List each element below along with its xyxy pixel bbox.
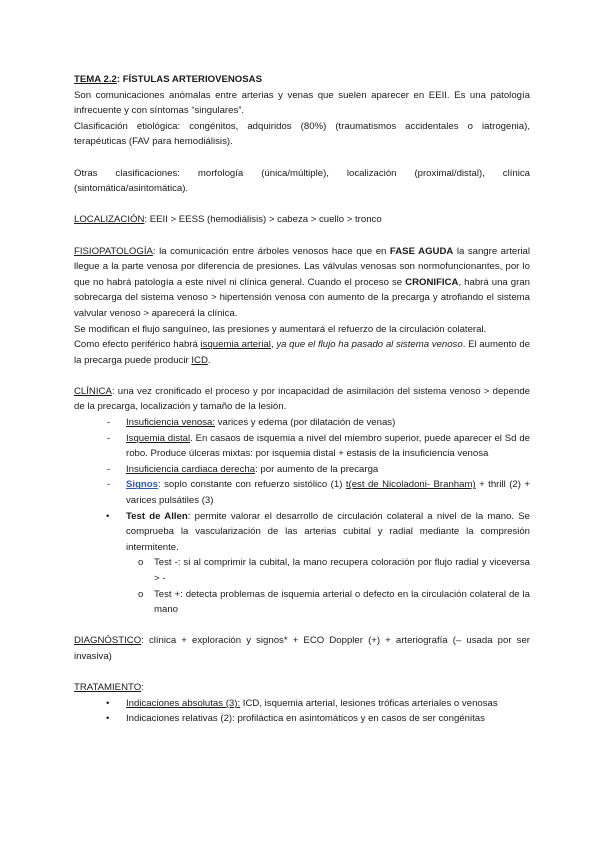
fisiopatologia-paragraph-3 (74, 337, 530, 368)
localizacion-text: : EEII > EESS (hemodiálisis) > cabeza > cuello > tronco (144, 214, 382, 226)
icd-term: ICD (191, 354, 208, 366)
diagnostico-section (74, 633, 530, 664)
isquemia-arterial-term: isquemia arterial (200, 339, 271, 351)
clinica-intro (74, 384, 530, 415)
nicoladoni-test-term: t(est de Nicoladoni- Branham) (345, 479, 476, 491)
clinica-item-text: : por aumento de la precarga (255, 463, 379, 475)
fisiopatologia-paragraph-2: Se modifican el flujo sanguíneo, las presiones y aumentará el refuerzo de la circulación colateral. (74, 323, 487, 335)
list-item (126, 462, 530, 478)
diagnostico-text: : clínica + exploración y signos* + ECO Doppler (+) + arteriografía (– usada por ser invasiva) (74, 635, 530, 662)
fisio-text-3: , habrá una gran sobrecarga del sistema venoso > hipertensión venosa con aumento de la precarga y atrofiando el sistema valvular venoso > aparecerá la clínica. (74, 276, 530, 319)
tratamiento-item-term: Indicaciones absolutas (3): (126, 697, 241, 709)
fisio-text-2: la sangre arterial llegue a la parte venosa por diferencia de presiones. Las válvulas venosas son normofuncionantes, por lo que no habrá patología a este nivel ni clínica general. Cuando el proceso se (74, 245, 531, 288)
allen-sublist (126, 555, 530, 617)
localizacion-section (74, 212, 530, 228)
tratamiento-list (74, 696, 530, 727)
signos-link[interactable]: Signos (126, 479, 158, 491)
tratamiento-heading: TRATAMIENTO (74, 682, 142, 694)
localizacion-heading: LOCALIZACIÓN (74, 214, 145, 226)
fisio-p3-b: , (270, 339, 277, 351)
fisio-p3-a: Como efecto periférico habrá (74, 339, 201, 351)
list-item (126, 509, 530, 618)
list-item (126, 711, 530, 727)
signos-text-1: : soplo constante con refuerzo sistólico (1) (157, 479, 346, 491)
list-item (126, 415, 530, 431)
clinica-heading: CLÍNICA (74, 385, 112, 397)
list-item (126, 477, 530, 508)
allen-test-term: Test de Allen (126, 510, 188, 522)
fisiopatologia-paragraph (74, 244, 530, 322)
list-item (126, 431, 530, 462)
tratamiento-item-text: Indicaciones relativas (2): profiláctica en asintomáticos y en casos de ser congénitas (126, 713, 485, 725)
clinica-list (74, 415, 530, 618)
title-rest: : FÍSTULAS ARTERIOVENOSAS (116, 74, 262, 85)
intro-paragraph-3: Otras clasificaciones: morfología (única/múltiple), localización (proximal/distal), clínica (sintomática/asintomática). (74, 167, 530, 195)
clinica-item-text: . En casaos de isquemia a nivel del miembro superior, puede aparecer el Sd de robo. Produce úlceras mixtas: por isquemia distal + estasis de la insuficiencia venosa (126, 432, 530, 460)
tratamiento-section (74, 680, 530, 696)
fisio-italic-note: ya que el flujo ha pasado al sistema venoso (276, 339, 463, 351)
fisio-p3-c: . El aumento de la precarga puede producir (74, 339, 530, 366)
clinica-item-term: Insuficiencia cardiaca derecha (126, 463, 256, 475)
fase-aguda-term: FASE AGUDA (389, 245, 454, 257)
list-item: o Test +: detecta problemas de isquemia arterial o defecto en la circulación colateral de la mano (154, 587, 530, 618)
tratamiento-item-text: ICD, isquemia arterial, lesiones tróficas arteriales o venosas (240, 697, 498, 709)
tratamiento-colon: : (141, 682, 144, 694)
list-item (126, 696, 530, 712)
clinica-item-term: Isquemia distal (126, 432, 191, 444)
intro-paragraph-1: Son comunicaciones anómalas entre arterias y venas que suelen aparecer en EEII. Es una patología infrecuente y con síntomas “singulares”. (74, 89, 530, 117)
diagnostico-heading: DIAGNÓSTICO (74, 635, 142, 647)
title-prefix: TEMA 2.2 (74, 74, 117, 85)
cronifica-term: CRONIFICA (405, 276, 459, 288)
document-body (74, 72, 530, 727)
clinica-item-term: Insuficiencia venosa: (126, 417, 216, 429)
fisiopatologia-heading: FISIOPATOLOGÍA (74, 245, 153, 257)
clinica-item-text: varices y edema (por dilatación de venas) (215, 417, 396, 429)
clinica-intro-text: : una vez cronificado el proceso y por incapacidad de asimilación del sistema venoso > depende de la precarga, localización y tamaño de la lesión. (74, 385, 530, 413)
list-item: o Test -: si al comprimir la cubital, la mano recupera coloración por flujo radial y viceversa > - (154, 555, 530, 586)
fisio-p3-d: . (207, 354, 211, 366)
allen-test-text: : permite valorar el desarrollo de circulación colateral a nivel de la mano. Se comprueba la vascularización de las arterias cubital y radial mediante la compresión intermitente. (126, 510, 530, 553)
page-title (74, 72, 530, 88)
signos-text-2: + thrill (2) + varices pulsátiles (3) (126, 479, 530, 507)
fisio-text-1: : la comunicación entre árboles venosos hace que en (152, 245, 390, 257)
intro-paragraph-2: Clasificación etiológica: congénitos, adquiridos (80%) (traumatismos accidentales o iatrogenia), terapéuticas (FAV para hemodiálisis). (74, 120, 530, 148)
